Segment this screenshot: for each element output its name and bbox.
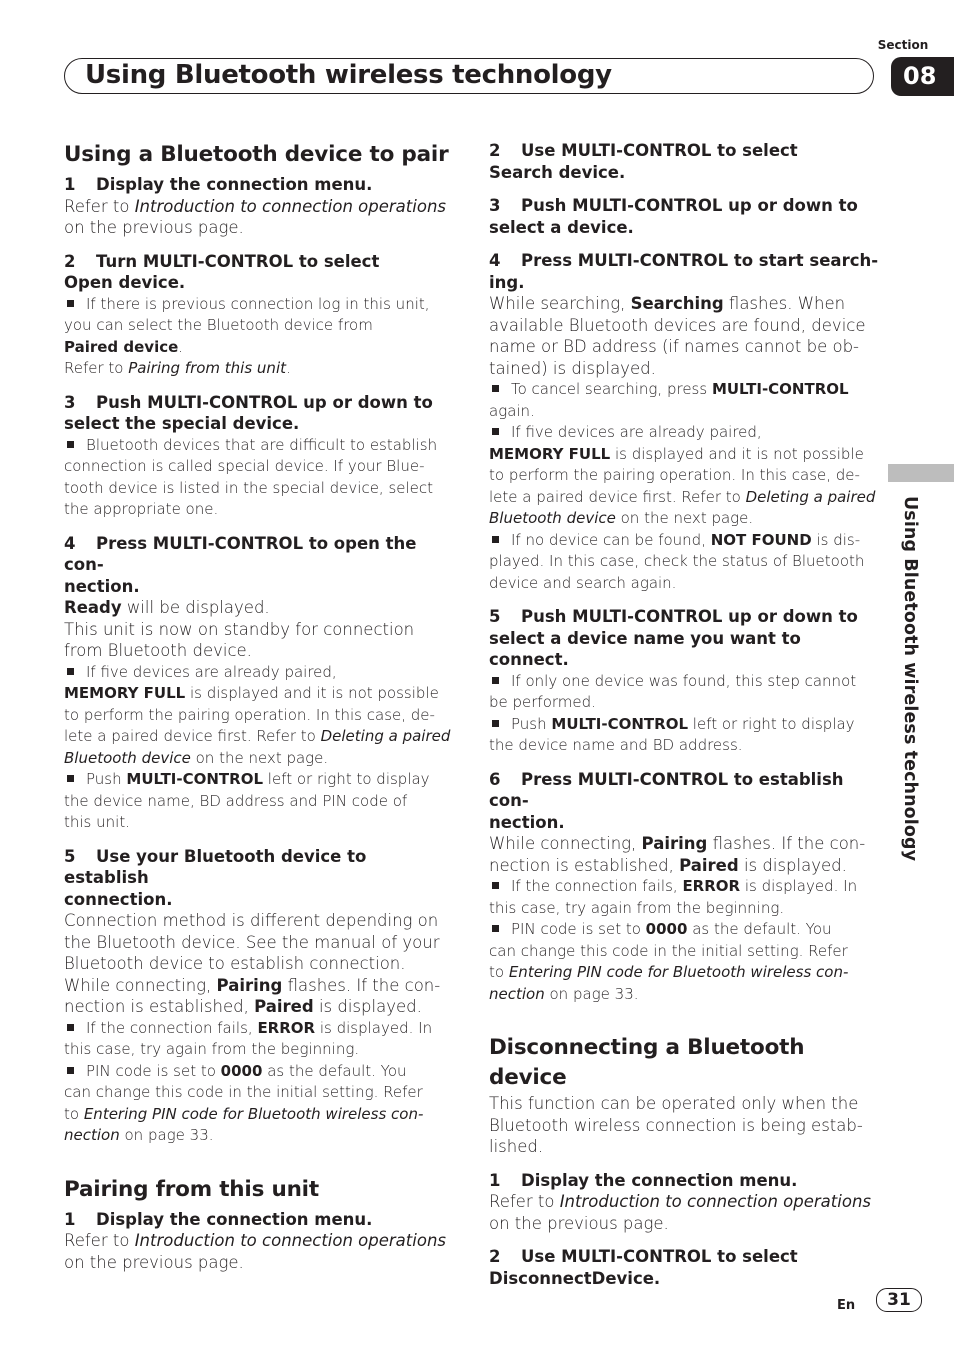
step: 6 Press MULTI-CONTROL to establish con- nection. [489,769,844,832]
step: 1 Display the connection menu. [64,175,373,194]
bullet-square-icon [492,677,499,684]
step: 3 Push MULTI-CONTROL up or down to select the special device. [64,392,433,433]
section-number-badge: 08 [891,57,954,96]
side-tab-title: Using Bluetooth wireless technology [900,496,920,862]
note: To cancel searching, press MULTI-CONTROL again. [489,380,849,420]
step: 2 Use MULTI-CONTROL to select Search device. [489,141,798,182]
step: 3 Push MULTI-CONTROL up or down to select a device. [489,196,858,237]
language-label: En [837,1298,856,1313]
left-column [64,140,454,1273]
step: 5 Push MULTI-CONTROL up or down to select a device name you want to connect. [489,607,858,669]
note: If the connection fails, ERROR is displayed. In this case, try again from the beginning. [64,1018,433,1058]
note: If five devices are already paired, MEMORY FULL is displayed and it is not possible to perform the pairing operation. In this case, de- lete a paired device first. Refer to Deleting a paired Bluetooth device on the next page. [489,423,876,527]
paragraph: Refer to Introduction to connection operations on the previous page. [64,1231,446,1272]
paragraph: While connecting, Pairing flashes. If the con- nection is established, Paired is displayed. [489,834,866,875]
heading-pairing: Pairing from this unit [64,1176,319,1202]
paragraph: Connection method is different depending on the Bluetooth device. See the manual of your Bluetooth device to establish connection. While connecting, Pairing flashes. If the con- nection is established, Paired is displayed. [64,911,441,1016]
bullet-square-icon [67,775,74,782]
bullet-square-icon [67,441,74,448]
note: If there is previous connection log in this unit, you can select the Bluetooth device from Paired device. Refer to Pairing from this unit. [64,294,430,377]
bullet-square-icon [492,536,499,543]
section-label: Section [877,38,929,52]
bullet-square-icon [67,1067,74,1074]
bullet-square-icon [492,882,499,889]
note: If no device can be found, NOT FOUND is dis- played. In this case, check the status of Bluetooth device and search again. [489,530,865,592]
heading-pair: Using a Bluetooth device to pair [64,142,449,167]
bullet-square-icon [67,1024,74,1031]
note: Push MULTI-CONTROL left or right to display the device name, BD address and PIN code of this unit. [64,770,430,831]
note: PIN code is set to 0000 as the default. You can change this code in the initial setting. Refer to Entering PIN code for Bluetooth wireless con- nection on page 33. [64,1061,424,1144]
note: Bluetooth devices that are difficult to establish connection is called special device. If your Blue- tooth device is listed in the special device, select the appropriate one. [64,435,438,518]
bullet-square-icon [67,668,74,675]
paragraph: Ready will be displayed. This unit is now on standby for connection from Bluetooth device. [64,598,415,660]
step: 4 Press MULTI-CONTROL to open the con- nection. [64,533,417,596]
paragraph: Refer to Introduction to connection operations on the previous page. [64,196,446,237]
bullet-square-icon [67,300,74,307]
bullet-square-icon [492,428,499,435]
step: 1 Display the connection menu. [489,1170,798,1190]
step: 5 Use your Bluetooth device to establish connection. [64,846,367,909]
paragraph: Refer to Introduction to connection operations on the previous page. [489,1192,871,1233]
note: If five devices are already paired, MEMORY FULL is displayed and it is not possible to perform the pairing operation. In this case, de- lete a paired device first. Refer to Deleting a paired Bluetooth device on the next page. [64,662,451,767]
note: PIN code is set to 0000 as the default. You can change this code in the initial setting. Refer to Entering PIN code for Bluetooth wireless con- nection on page 33. [489,920,849,1003]
note: Push MULTI-CONTROL left or right to display the device name and BD address. [489,714,855,754]
note: If only one device was found, this step cannot be performed. [489,671,857,711]
step: 1 Display the connection menu. [64,1209,373,1229]
bullet-square-icon [492,925,499,932]
paragraph: This function can be operated only when the Bluetooth wireless connection is being estab- lished. [489,1094,863,1156]
bullet-square-icon [492,720,499,727]
side-tab-marker [888,464,954,482]
page-number: 31 [876,1288,922,1312]
note: If the connection fails, ERROR is displayed. In this case, try again from the beginning. [489,877,858,917]
step: 4 Press MULTI-CONTROL to start search- ing. [489,251,879,292]
page-title: Using Bluetooth wireless technology [85,60,612,90]
right-column [489,140,879,1289]
bullet-square-icon [492,385,499,392]
step: 2 Use MULTI-CONTROL to select DisconnectDevice. [489,1247,798,1288]
header-bar [64,58,874,94]
step: 2 Turn MULTI-CONTROL to select Open device. [64,251,380,292]
paragraph: While searching, Searching flashes. When available Bluetooth devices are found, device name or BD address (if names cannot be ob- tained) is displayed. [489,294,866,378]
heading-disconnect: Disconnecting a Bluetooth device [489,1035,805,1090]
